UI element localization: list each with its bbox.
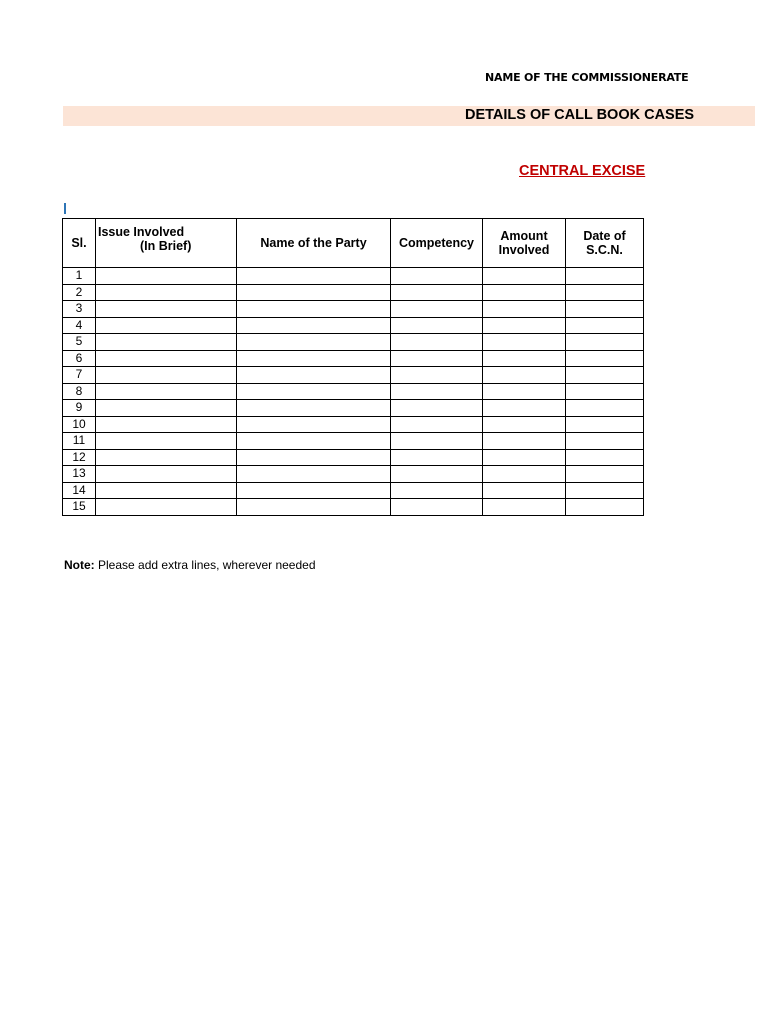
party-cell[interactable] <box>237 367 391 384</box>
party-cell[interactable] <box>237 416 391 433</box>
issue-cell[interactable] <box>96 499 237 516</box>
col-date-line2: S.C.N. <box>586 243 623 257</box>
table-row <box>63 284 644 301</box>
amount-cell[interactable] <box>483 400 566 417</box>
issue-cell[interactable] <box>96 416 237 433</box>
date-cell[interactable] <box>566 449 644 466</box>
issue-cell[interactable] <box>96 482 237 499</box>
col-date-line1: Date of <box>583 229 626 243</box>
competency-cell[interactable] <box>391 268 483 285</box>
table-row <box>63 301 644 318</box>
section-title: CENTRAL EXCISE <box>519 163 646 179</box>
date-cell[interactable] <box>566 301 644 318</box>
date-cell[interactable] <box>566 284 644 301</box>
issue-cell[interactable] <box>96 367 237 384</box>
party-cell[interactable] <box>237 334 391 351</box>
amount-cell[interactable] <box>483 482 566 499</box>
competency-cell[interactable] <box>391 449 483 466</box>
sl-cell[interactable]: 5 <box>63 334 96 351</box>
col-sl: Sl. <box>63 219 96 268</box>
issue-cell[interactable] <box>96 350 237 367</box>
col-amount <box>483 219 566 268</box>
date-cell[interactable] <box>566 367 644 384</box>
party-cell[interactable] <box>237 400 391 417</box>
amount-cell[interactable] <box>483 350 566 367</box>
details-title: DETAILS OF CALL BOOK CASES <box>465 107 695 123</box>
issue-cell[interactable] <box>96 400 237 417</box>
competency-cell[interactable] <box>391 482 483 499</box>
col-date <box>566 219 644 268</box>
party-cell[interactable] <box>237 449 391 466</box>
competency-cell[interactable] <box>391 416 483 433</box>
note-text: Please add extra lines, wherever needed <box>98 558 316 572</box>
sl-cell[interactable]: 10 <box>63 416 96 433</box>
amount-cell[interactable] <box>483 383 566 400</box>
sl-cell[interactable]: 6 <box>63 350 96 367</box>
commissionerate-heading: NAME OF THE COMMISSIONERATE <box>485 71 689 84</box>
cell-cursor <box>64 203 66 214</box>
issue-cell[interactable] <box>96 317 237 334</box>
date-cell[interactable] <box>566 317 644 334</box>
amount-cell[interactable] <box>483 284 566 301</box>
party-cell[interactable] <box>237 499 391 516</box>
competency-cell[interactable] <box>391 334 483 351</box>
party-cell[interactable] <box>237 482 391 499</box>
competency-cell[interactable] <box>391 284 483 301</box>
col-issue-line2: (In Brief) <box>140 239 192 253</box>
table-row <box>63 350 644 367</box>
competency-cell[interactable] <box>391 367 483 384</box>
issue-cell[interactable] <box>96 449 237 466</box>
date-cell[interactable] <box>566 400 644 417</box>
table-row <box>63 367 644 384</box>
sl-cell[interactable]: 9 <box>63 400 96 417</box>
issue-cell[interactable] <box>96 466 237 483</box>
competency-cell[interactable] <box>391 301 483 318</box>
issue-cell[interactable] <box>96 268 237 285</box>
competency-cell[interactable] <box>391 433 483 450</box>
table-row <box>63 416 644 433</box>
issue-cell[interactable] <box>96 284 237 301</box>
competency-cell[interactable] <box>391 499 483 516</box>
amount-cell[interactable] <box>483 433 566 450</box>
issue-cell[interactable] <box>96 334 237 351</box>
party-cell[interactable] <box>237 433 391 450</box>
table-row <box>63 433 644 450</box>
competency-cell[interactable] <box>391 383 483 400</box>
sl-cell[interactable]: 8 <box>63 383 96 400</box>
competency-cell[interactable] <box>391 317 483 334</box>
party-cell[interactable] <box>237 317 391 334</box>
issue-cell[interactable] <box>96 383 237 400</box>
amount-cell[interactable] <box>483 466 566 483</box>
competency-cell[interactable] <box>391 400 483 417</box>
date-cell[interactable] <box>566 482 644 499</box>
amount-cell[interactable] <box>483 334 566 351</box>
col-party: Name of the Party <box>237 219 391 268</box>
amount-cell[interactable] <box>483 449 566 466</box>
amount-cell[interactable] <box>483 499 566 516</box>
party-cell[interactable] <box>237 284 391 301</box>
date-cell[interactable] <box>566 350 644 367</box>
table-row <box>63 466 644 483</box>
issue-cell[interactable] <box>96 433 237 450</box>
sl-cell[interactable]: 11 <box>63 433 96 450</box>
party-cell[interactable] <box>237 301 391 318</box>
sl-cell[interactable]: 1 <box>63 268 96 285</box>
sl-cell[interactable]: 4 <box>63 317 96 334</box>
sl-cell[interactable]: 12 <box>63 449 96 466</box>
date-cell[interactable] <box>566 433 644 450</box>
table-row <box>63 317 644 334</box>
competency-cell[interactable] <box>391 466 483 483</box>
date-cell[interactable] <box>566 383 644 400</box>
date-cell[interactable] <box>566 334 644 351</box>
issue-cell[interactable] <box>96 301 237 318</box>
amount-cell[interactable] <box>483 268 566 285</box>
table-row <box>63 400 644 417</box>
sl-cell[interactable]: 15 <box>63 499 96 516</box>
sl-cell[interactable]: 3 <box>63 301 96 318</box>
party-cell[interactable] <box>237 383 391 400</box>
col-amount-line1: Amount <box>500 229 548 243</box>
date-cell[interactable] <box>566 416 644 433</box>
col-issue-line1: Issue Involved <box>98 225 185 239</box>
note-label: Note: <box>64 558 95 572</box>
table-row <box>63 268 644 285</box>
table-row <box>63 499 644 516</box>
date-cell[interactable] <box>566 499 644 516</box>
table-row <box>63 449 644 466</box>
table-header-row <box>63 219 644 268</box>
party-cell[interactable] <box>237 350 391 367</box>
table-row <box>63 383 644 400</box>
date-cell[interactable] <box>566 268 644 285</box>
amount-cell[interactable] <box>483 367 566 384</box>
sl-cell[interactable]: 13 <box>63 466 96 483</box>
table-row <box>63 482 644 499</box>
sl-cell[interactable]: 14 <box>63 482 96 499</box>
amount-cell[interactable] <box>483 317 566 334</box>
party-cell[interactable] <box>237 268 391 285</box>
col-competency: Competency <box>391 219 483 268</box>
sl-cell[interactable]: 2 <box>63 284 96 301</box>
amount-cell[interactable] <box>483 416 566 433</box>
competency-cell[interactable] <box>391 350 483 367</box>
footnote <box>64 558 316 572</box>
table-row <box>63 334 644 351</box>
party-cell[interactable] <box>237 466 391 483</box>
amount-cell[interactable] <box>483 301 566 318</box>
col-amount-line2: Involved <box>498 243 550 257</box>
call-book-table <box>62 218 644 516</box>
sl-cell[interactable]: 7 <box>63 367 96 384</box>
date-cell[interactable] <box>566 466 644 483</box>
col-issue <box>96 219 237 268</box>
